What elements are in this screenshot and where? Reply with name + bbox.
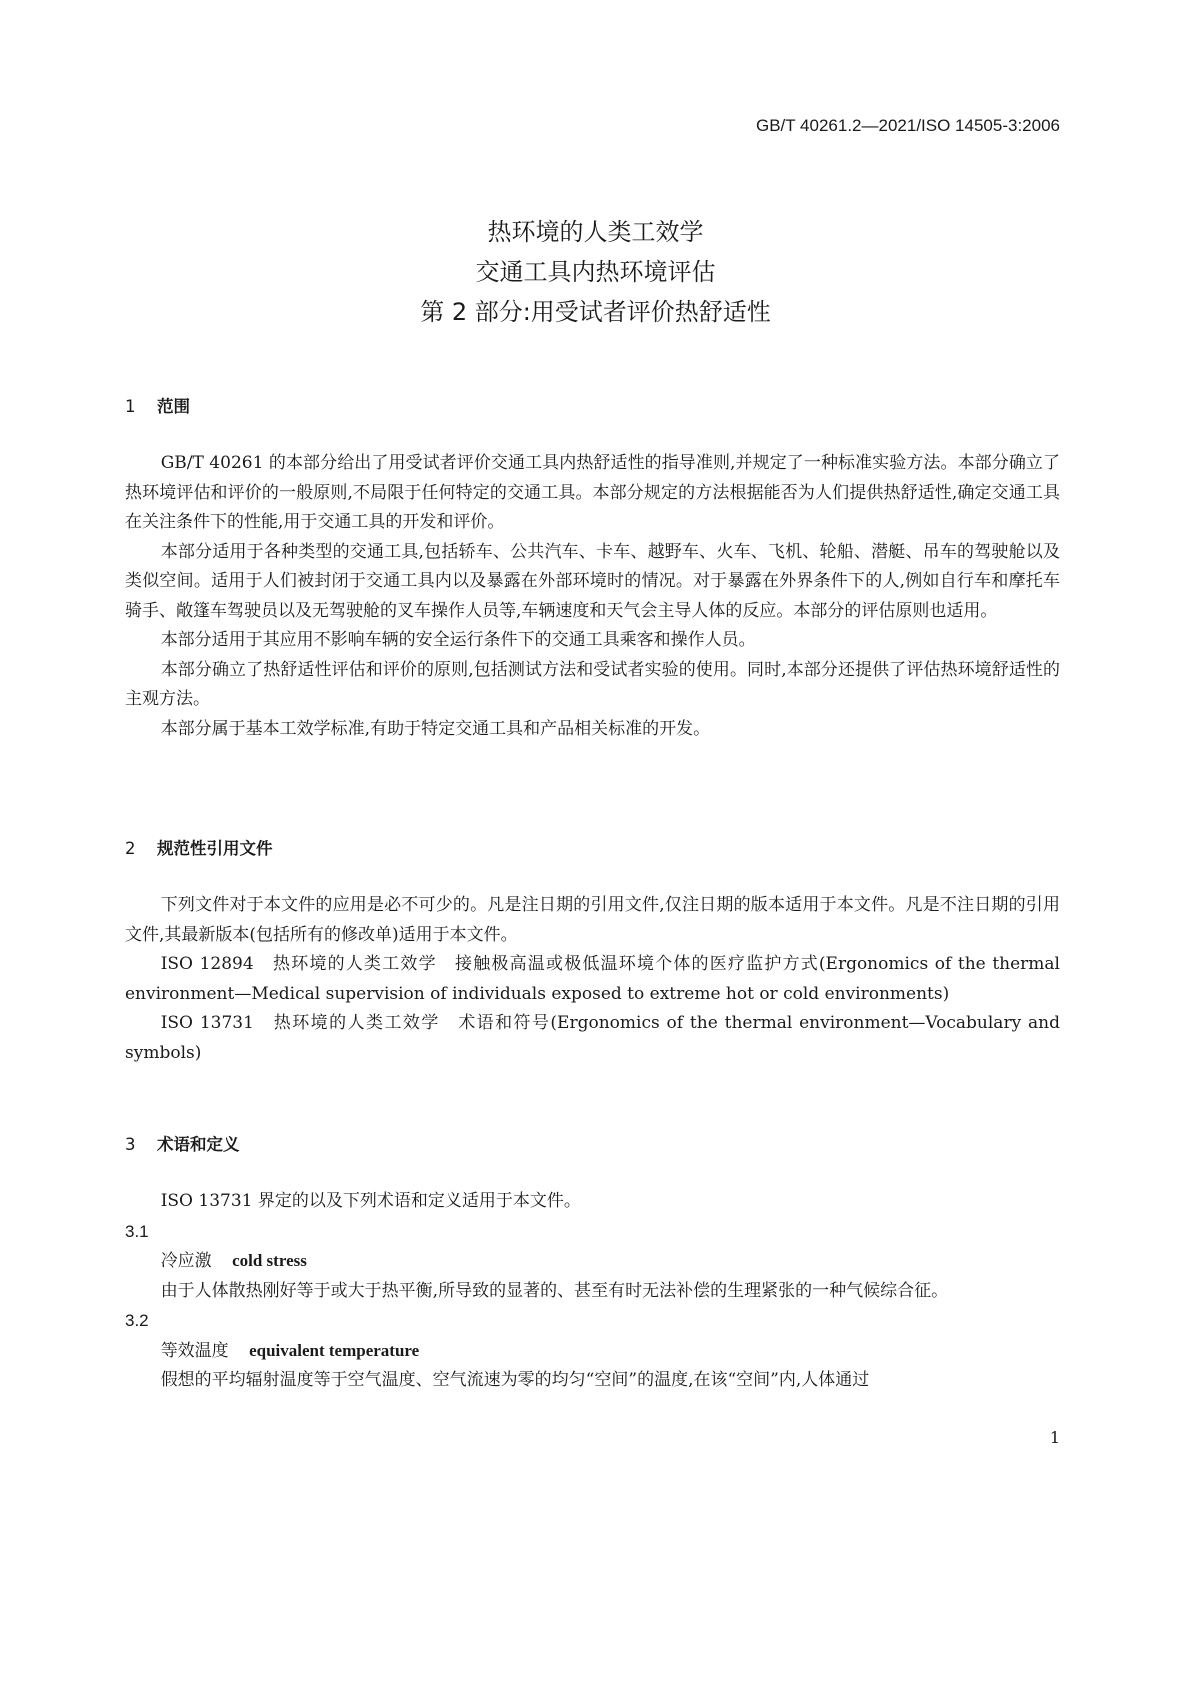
section-terms-body (125, 1187, 1060, 1396)
section-heading-terms (125, 1131, 240, 1155)
section-number: 3 (125, 1135, 136, 1154)
clause-number: 3.2 (125, 1311, 149, 1330)
section-title: 规范性引用文件 (157, 839, 273, 858)
paragraph: 下列文件对于本文件的应用是必不可少的。凡是注日期的引用文件,仅注日期的版本适用于本文件。凡是不注日期的引用文件,其最新版本(包括所有的修改单)适用于本文件。 (125, 895, 1060, 945)
section-scope-body (125, 449, 1060, 744)
section-title: 术语和定义 (157, 1135, 240, 1154)
paragraph: GB/T 40261 的本部分给出了用受试者评价交通工具内热舒适性的指导准则,并规定了一种标准实验方法。本部分确立了热环境评估和评价的一般原则,不局限于任何特定的交通工具。本部分规定的方法根据能否为人们提供热舒适性,确定交通工具在关注条件下的性能,用于交通工具的开发和评价。 (125, 453, 1060, 532)
paragraph: 本部分确立了热舒适性评估和评价的原则,包括测试方法和受试者实验的使用。同时,本部分还提供了评估热环境舒适性的主观方法。 (125, 659, 1060, 709)
paragraph: ISO 13731 界定的以及下列术语和定义适用于本文件。 (160, 1191, 581, 1211)
title-line-1: 热环境的人类工效学 (487, 218, 704, 246)
paragraph: 本部分适用于其应用不影响车辆的安全运行条件下的交通工具乘客和操作人员。 (160, 630, 756, 650)
section-number: 2 (125, 839, 136, 858)
document-code-header: GB/T 40261.2—2021/ISO 14505-3:2006 (755, 116, 1060, 135)
term-zh: 等效温度 (160, 1340, 229, 1361)
page-number: 1 (1049, 1428, 1060, 1447)
clause-number: 3.1 (125, 1221, 149, 1241)
paragraph: 本部分适用于各种类型的交通工具,包括轿车、公共汽车、卡车、越野车、火车、飞机、轮船、潜艇、吊车的驾驶舱以及类似空间。适用于人们被封闭于交通工具内以及暴露在外部环境时的情况。对于暴露在外界条件下的人,例如自行车和摩托车骑手、敞篷车驾驶员以及无驾驶舱的叉车操作人员等,车辆速度和天气会主导人体的反应。本部分的评估原则也适用。 (125, 541, 1060, 621)
term-definition: 由于人体散热刚好等于或大于热平衡,所导致的显著的、甚至有时无法补偿的生理紧张的一种气候综合征。 (160, 1280, 949, 1301)
term-definition: 假想的平均辐射温度等于空气温度、空气流速为零的均匀“空间”的温度,在该“空间”内,人体通过 (160, 1370, 870, 1390)
section-number: 1 (125, 397, 136, 416)
term-zh: 冷应激 (160, 1251, 212, 1271)
reference-item: ISO 12894 热环境的人类工效学 接触极高温或极低温环境个体的医疗监护方式(Ergonomics of the thermal environment—Medical supervision of individuals exposed to extreme hot or cold environments) (125, 954, 1060, 1004)
term-heading (125, 1246, 1060, 1277)
term-heading (125, 1336, 1060, 1367)
section-heading-normative-references (125, 835, 273, 859)
term-en: equivalent temperature (249, 1340, 420, 1360)
section-heading-scope (125, 393, 190, 417)
title-line-3: 第 2 部分:用受试者评价热舒适性 (420, 298, 771, 326)
term-en: cold stress (232, 1251, 307, 1270)
section-title: 范围 (157, 397, 190, 416)
section-references-body (125, 891, 1060, 1068)
title-line-2: 交通工具内热环境评估 (475, 258, 716, 286)
document-title (0, 212, 1191, 332)
paragraph: 本部分属于基本工效学标准,有助于特定交通工具和产品相关标准的开发。 (160, 718, 711, 739)
reference-item: ISO 13731 热环境的人类工效学 术语和符号(Ergonomics of the thermal environment—Vocabulary and symbols) (125, 1013, 1060, 1063)
